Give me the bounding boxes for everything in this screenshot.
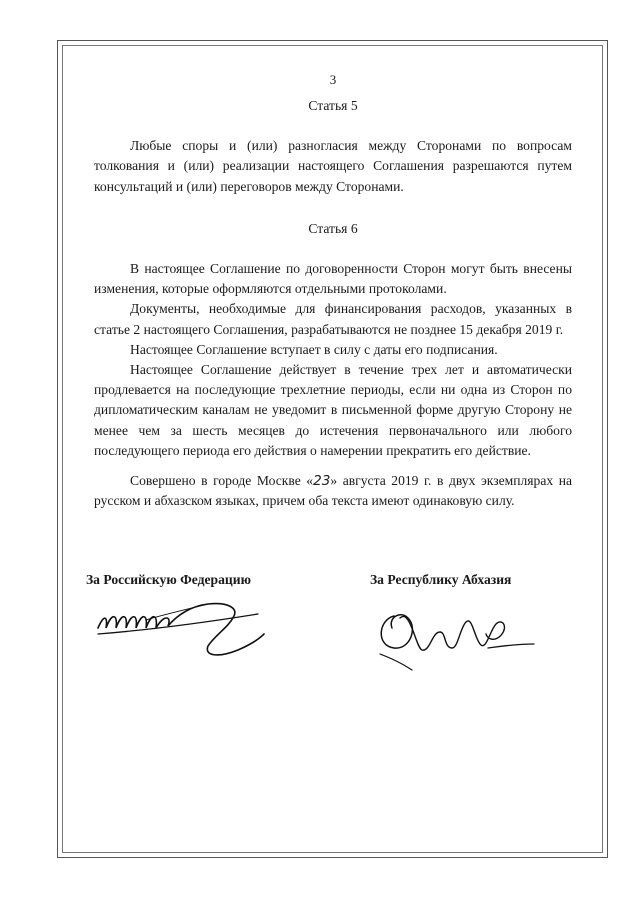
- page-number: 3: [329, 72, 337, 87]
- article-6-heading: Статья 6: [308, 220, 358, 236]
- closing-suffix: » августа 2019 г. в двух экземплярах на русском и абхазском языках, причем оба текста имеют одинаковую силу.: [94, 473, 573, 509]
- closing-paragraph: [94, 471, 572, 511]
- signature-block: [84, 572, 584, 692]
- signature-label-russia: За Российскую Федерацию: [86, 572, 251, 587]
- closing-prefix: Совершено в городе Москве «: [130, 473, 314, 489]
- article-5-paragraph: Любые споры и (или) разногласия между Сторонами по вопросам толкования и (или) реализации настоящего Соглашения разрешаются путем консультаций и (или) переговоров между Сторонами.: [94, 138, 572, 194]
- article-6-paragraph-4: Настоящее Соглашение действует в течение трех лет и автоматически продлевается на последующие трехлетние периоды, если ни одна из Сторон по дипломатическим каналам не уведомит в письменной форме другую Сторону не менее чем за шесть месяцев до истечения первоначального или любого последующего периода его действия о намерении прекратить его действие.: [94, 362, 572, 458]
- article-5-heading: Статья 5: [308, 98, 358, 113]
- signature-abkhazia: [370, 588, 540, 676]
- article-6-paragraph-3: Настоящее Соглашение вступает в силу с даты его подписания.: [130, 341, 498, 357]
- document-body: [94, 64, 572, 511]
- article-6-paragraph-2: Документы, необходимые для финансирования расходов, указанных в статье 2 настоящего Соглашения, разрабатываются не позднее 15 декабря 2019 г.: [94, 301, 572, 337]
- signature-russia: [88, 586, 268, 672]
- signature-label-abkhazia: За Республику Абхазия: [370, 572, 512, 587]
- article-6-paragraph-1: В настоящее Соглашение по договоренности Сторон могут быть внесены изменения, которые оформляются отдельными протоколами.: [94, 261, 572, 297]
- handwritten-day: 23: [313, 473, 331, 490]
